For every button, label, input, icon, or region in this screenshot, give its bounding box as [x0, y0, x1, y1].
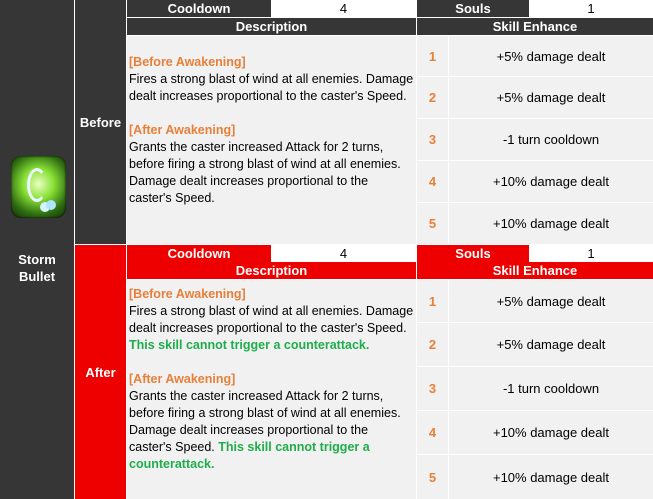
before-cooldown-label: Cooldown [127, 0, 271, 17]
after-enhance-effect: +10% damage dealt [449, 411, 653, 454]
before-after-awakening-title: [After Awakening] [129, 123, 236, 137]
after-enhance-effect: +5% damage dealt [449, 323, 653, 366]
after-before-awakening-text: Fires a strong blast of wind at all enemies. Damage dealt increases proportional to the caster's Speed. This skill cannot trigger a counterattack. [129, 304, 414, 352]
after-after-awakening-title: [After Awakening] [129, 372, 236, 386]
before-souls-label: Souls [417, 0, 529, 17]
after-enhance-header: Skill Enhance [417, 262, 653, 279]
before-description [127, 36, 416, 244]
before-before-awakening-text: Fires a strong blast of wind at all enemies. Damage dealt increases proportional to the caster's Speed. [129, 72, 414, 103]
after-description [127, 280, 416, 499]
before-enhance-effect: -1 turn cooldown [449, 119, 653, 160]
after-label: After [75, 245, 126, 499]
after-before-awakening-note: This skill cannot trigger a counterattack. [129, 338, 370, 352]
before-label: Before [75, 0, 126, 244]
before-enhance-level: 5 [417, 203, 448, 244]
after-cooldown-value: 4 [271, 245, 416, 262]
before-before-awakening-title: [Before Awakening] [129, 55, 246, 69]
before-enhance-level: 3 [417, 119, 448, 160]
after-enhance-level: 3 [417, 367, 448, 410]
after-enhance-level: 4 [417, 411, 448, 454]
before-enhance-effect: +10% damage dealt [449, 161, 653, 202]
before-cooldown-value: 4 [271, 0, 416, 17]
before-enhance-effect: +5% damage dealt [449, 36, 653, 76]
after-enhance-effect: +10% damage dealt [449, 455, 653, 499]
after-after-awakening-note: This skill cannot trigger a counterattack. [129, 440, 370, 471]
before-enhance-level: 4 [417, 161, 448, 202]
after-cooldown-label: Cooldown [127, 245, 271, 262]
after-souls-label: Souls [417, 245, 529, 262]
after-souls-value: 1 [529, 245, 653, 262]
after-before-awakening-title: [Before Awakening] [129, 287, 246, 301]
before-enhance-effect: +5% damage dealt [449, 77, 653, 118]
before-enhance-level: 2 [417, 77, 448, 118]
before-enhance-effect: +10% damage dealt [449, 203, 653, 244]
after-enhance-effect: -1 turn cooldown [449, 367, 653, 410]
before-after-awakening-text: Grants the caster increased Attack for 2 turns, before firing a strong blast of wind at all enemies. Damage dealt increases proportional to the caster's Speed. [129, 140, 401, 205]
storm-bullet-icon [11, 156, 66, 218]
after-enhance-level: 2 [417, 323, 448, 366]
after-enhance-level: 5 [417, 455, 448, 499]
before-description-header: Description [127, 18, 416, 35]
skill-name: Storm Bullet [0, 248, 74, 288]
before-souls-value: 1 [529, 0, 653, 17]
after-enhance-effect: +5% damage dealt [449, 280, 653, 322]
after-after-awakening-text: Grants the caster increased Attack for 2 turns, before firing a strong blast of wind at all enemies. Damage dealt increases proportional to the caster's Speed. This skill cannot trigger a counterattack. [129, 389, 401, 471]
before-enhance-level: 1 [417, 36, 448, 76]
before-enhance-header: Skill Enhance [417, 18, 653, 35]
after-enhance-level: 1 [417, 280, 448, 322]
after-description-header: Description [127, 262, 416, 279]
